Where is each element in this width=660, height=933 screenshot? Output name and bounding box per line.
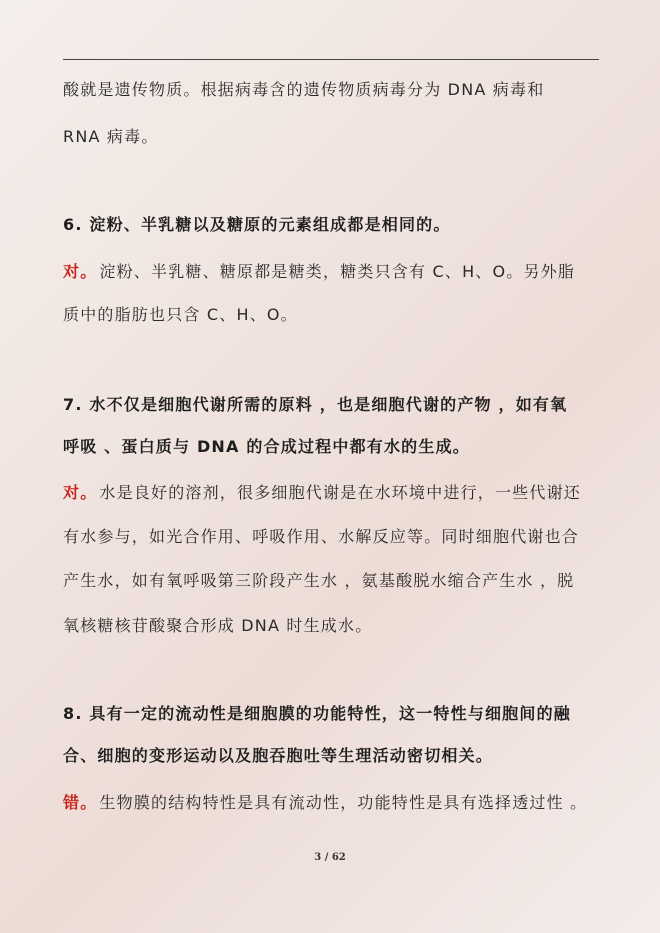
intro-line-2: RNA 病毒。: [63, 127, 159, 146]
question-6: 6. 淀粉、半乳糖以及糖原的元素组成都是相同的。: [63, 215, 451, 234]
question-7-line-1: 7. 水不仅是细胞代谢所需的原料 ，也是细胞代谢的产物 ，如有氧: [63, 395, 568, 414]
answer-7-line-4: 氧核糖核苷酸聚合形成 DNA 时生成水。: [63, 616, 373, 635]
answer-7-line-1: 对。 水是良好的溶剂，很多细胞代谢是在水环境中进行，一些代谢还: [63, 483, 582, 502]
question-8-line-1: 8. 具有一定的流动性是细胞膜的功能特性，这一特性与细胞间的融: [63, 704, 571, 723]
verdict-8: 错。: [63, 793, 98, 812]
answer-6-line-1: 对。 淀粉、半乳糖、糖原都是糖类，糖类只含有 C、H、O。另外脂: [63, 262, 576, 281]
answer-6-line-2: 质中的脂肪也只含 C、H、O。: [63, 305, 298, 324]
verdict-7: 对。: [63, 483, 98, 502]
header-rule: [63, 59, 599, 60]
page-number: 3 / 62: [314, 852, 346, 863]
answer-7-line-3: 产生水，如有氧呼吸第三阶段产生水 ，氨基酸脱水缩合产生水 ，脱: [63, 571, 575, 590]
question-8-line-2: 合、细胞的变形运动以及胞吞胞吐等生理活动密切相关。: [63, 746, 494, 765]
intro-line-1: 酸就是遗传物质。根据病毒含的遗传物质病毒分为 DNA 病毒和: [63, 80, 545, 99]
answer-8-line-1: 错。 生物膜的结构特性是具有流动性，功能特性是具有选择透过性 。: [63, 793, 588, 812]
verdict-6: 对。: [63, 262, 98, 281]
question-7-line-2: 呼吸 、蛋白质与 DNA 的合成过程中都有水的生成。: [63, 437, 470, 456]
answer-7-line-2: 有水参与，如光合作用、呼吸作用、水解反应等。同时细胞代谢也合: [63, 527, 580, 546]
